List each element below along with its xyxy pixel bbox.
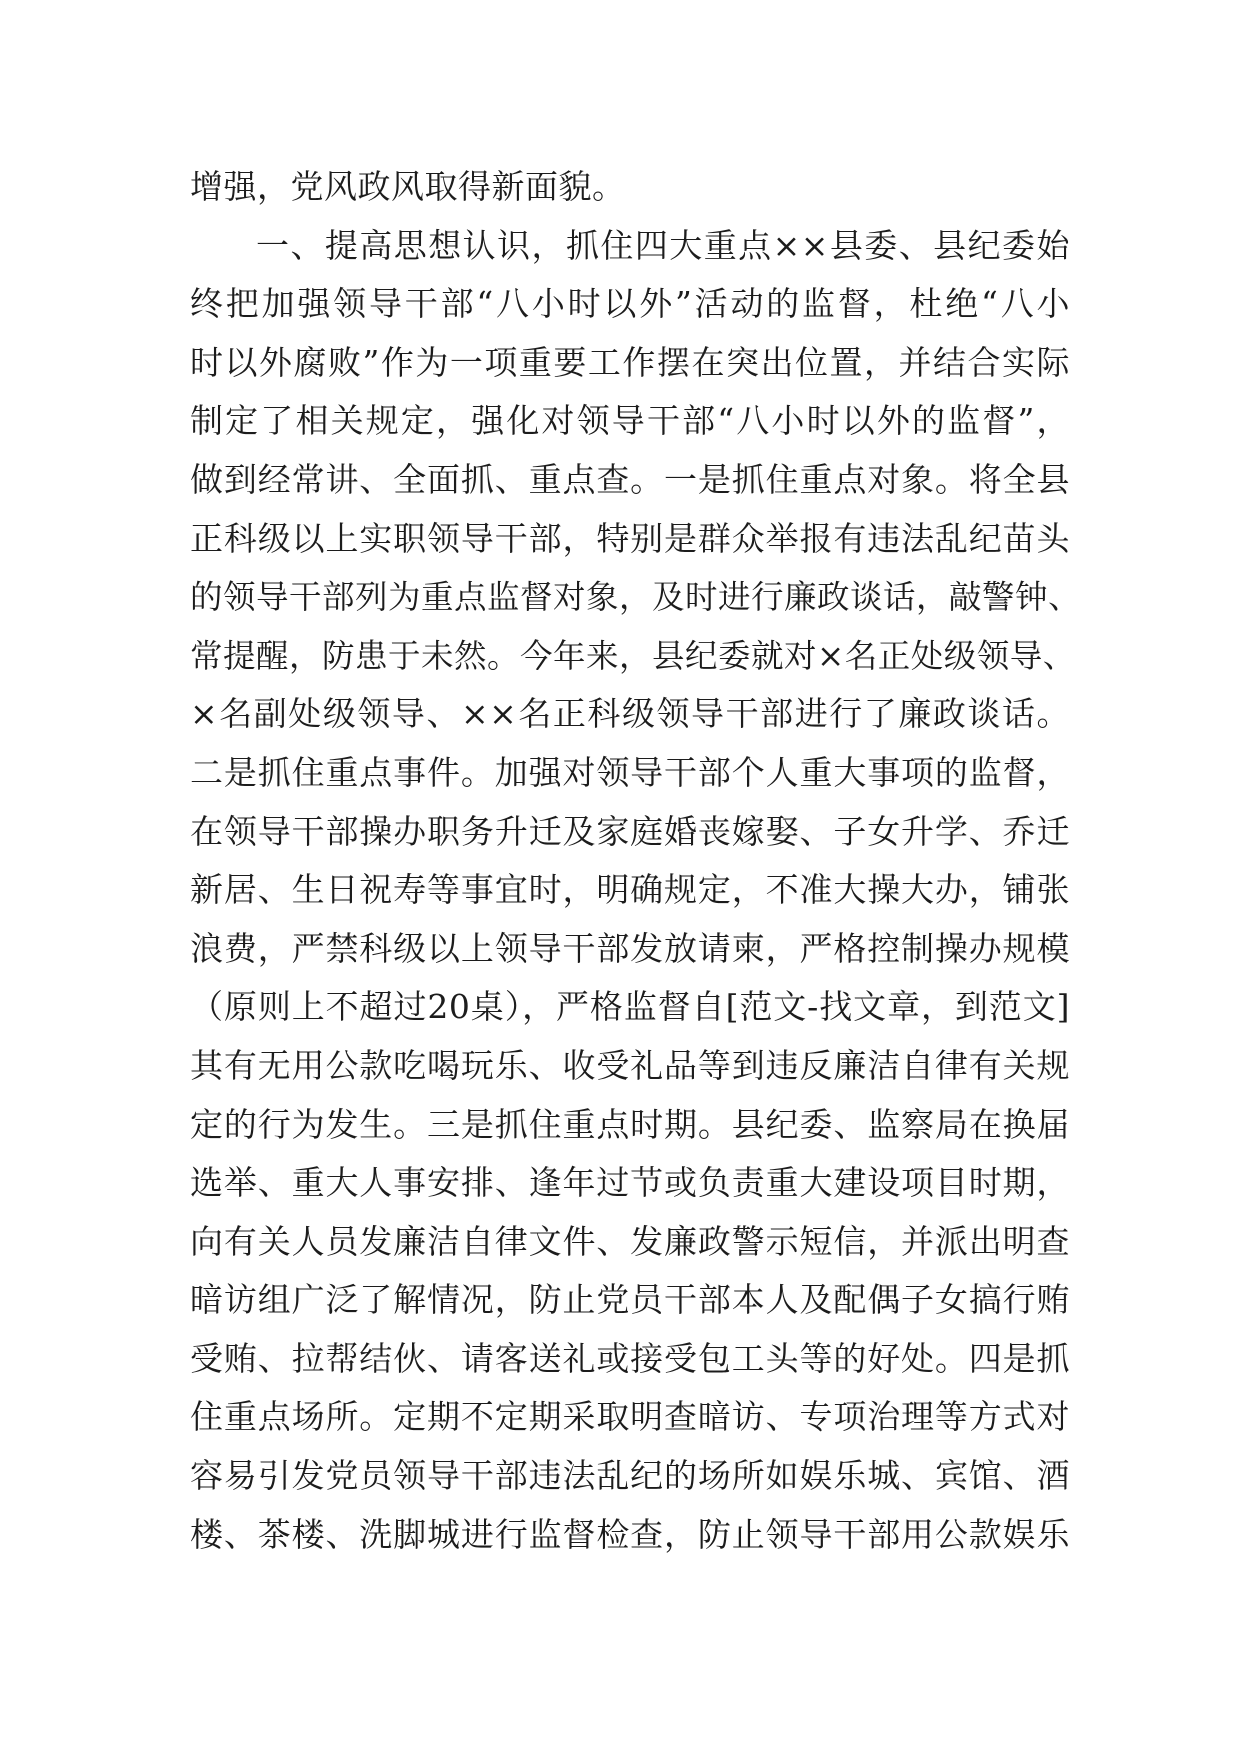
text-line: 楼、茶楼、洗脚城进行监督检查，防止领导干部用公款娱乐 (190, 1514, 1070, 1554)
text-line: 其有无用公款吃喝玩乐、收受礼品等到违反廉洁自律有关规 (190, 1045, 1070, 1085)
section-heading-line: 一、提高思想认识，抓住四大重点××县委、县纪委始 (256, 225, 1070, 265)
body-text (190, 158, 1082, 1564)
text-line: 住重点场所。定期不定期采取明查暗访、专项治理等方式对 (190, 1397, 1070, 1437)
text-line: 终把加强领导干部“八小时以外”活动的监督，杜绝“八小 (190, 284, 1070, 324)
text-line: 时以外腐败”作为一项重要工作摆在突出位置，并结合实际 (190, 342, 1070, 382)
text-line: 做到经常讲、全面抓、重点查。一是抓住重点对象。将全县 (190, 459, 1070, 499)
text-line: 暗访组广泛了解情况，防止党员干部本人及配偶子女搞行贿 (190, 1280, 1070, 1320)
text-line: （原则上不超过20桌），严格监督自[范文-找文章，到范文] (190, 987, 1070, 1027)
text-line: 受贿、拉帮结伙、请客送礼或接受包工头等的好处。四是抓 (190, 1338, 1070, 1378)
text-line: 常提醒，防患于未然。今年来，县纪委就对×名正处级领导、 (190, 636, 1076, 675)
text-line: 在领导干部操办职务升迁及家庭婚丧嫁娶、子女升学、乔迁 (190, 811, 1070, 851)
text-line: 浪费，严禁科级以上领导干部发放请柬，严格控制操办规模 (190, 928, 1070, 968)
text-line: 正科级以上实职领导干部，特别是群众举报有违法乱纪苗头 (190, 518, 1070, 558)
text-line: 定的行为发生。三是抓住重点时期。县纪委、监察局在换届 (190, 1104, 1070, 1144)
text-line: 制定了相关规定，强化对领导干部“八小时以外的监督”， (190, 401, 1070, 441)
text-line: 的领导干部列为重点监督对象，及时进行廉政谈话，敲警钟、 (190, 578, 1082, 617)
text-line: 增强，党风政风取得新面貌。 (190, 167, 626, 206)
text-line: 向有关人员发廉洁自律文件、发廉政警示短信，并派出明查 (190, 1221, 1070, 1261)
text-line: 二是抓住重点事件。加强对领导干部个人重大事项的监督， (190, 752, 1070, 792)
text-line: 选举、重大人事安排、逢年过节或负责重大建设项目时期， (190, 1163, 1070, 1203)
text-line: 新居、生日祝寿等事宜时，明确规定，不准大操大办，铺张 (190, 870, 1070, 910)
text-line: 容易引发党员领导干部违法乱纪的场所如娱乐城、宾馆、酒 (190, 1456, 1070, 1496)
text-line: ×名副处级领导、××名正科级领导干部进行了廉政谈话。 (190, 694, 1070, 734)
